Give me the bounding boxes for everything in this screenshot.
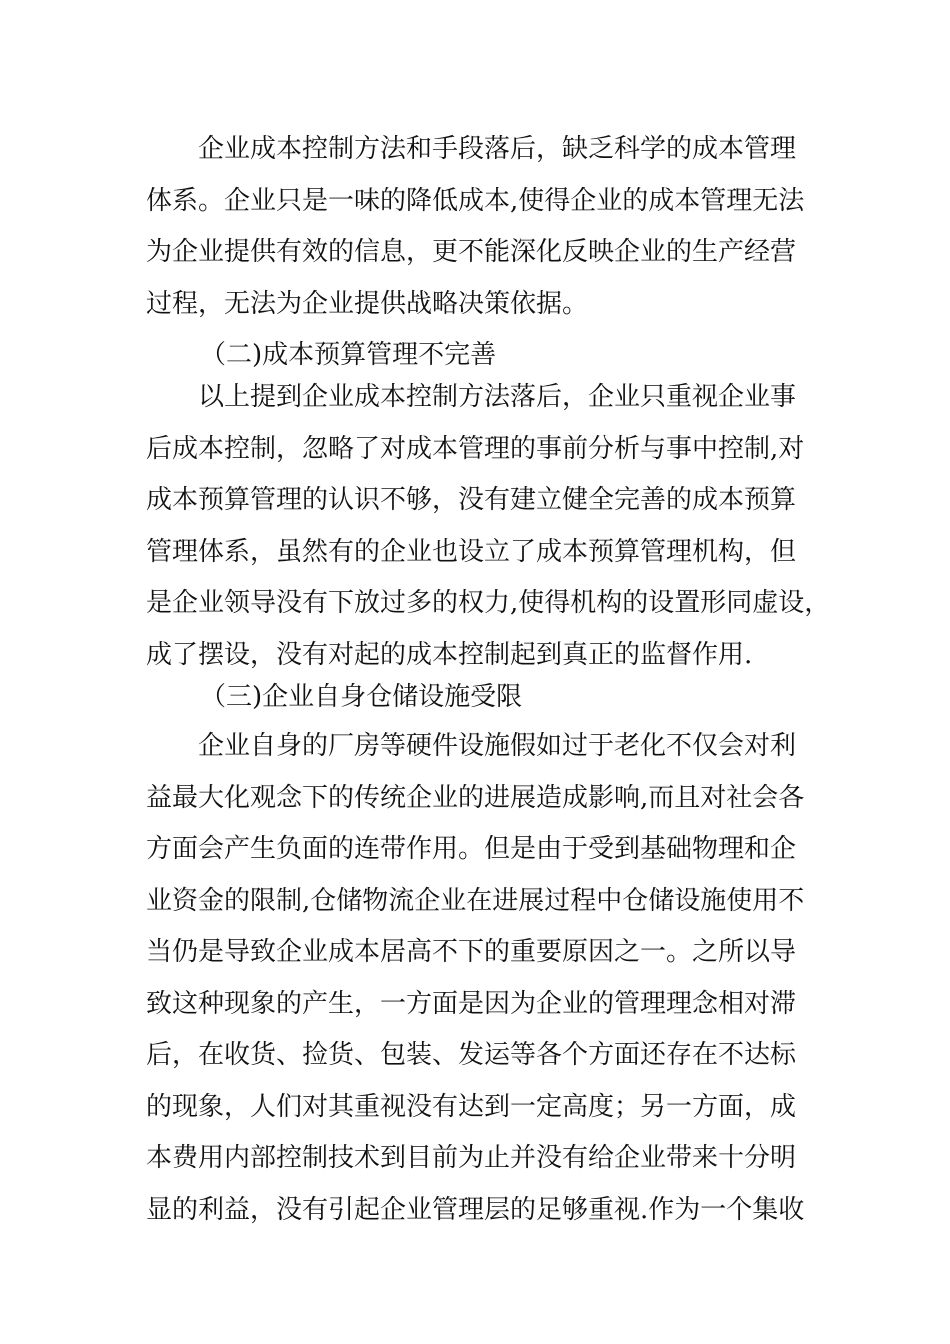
paragraph-budget-management xyxy=(146,372,831,681)
paragraph-line: 的现象，人们对其重视没有达到一定高度；另一方面，成 xyxy=(146,1091,797,1122)
paragraph-line: 体系。企业只是一味的降低成本,使得企业的成本管理无法 xyxy=(146,185,805,216)
paragraph-line: 后成本控制，忽略了对成本管理的事前分析与事中控制,对 xyxy=(146,433,805,464)
paragraph-line: 业资金的限制,仓储物流企业在进展过程中仓储设施使用不 xyxy=(146,885,805,916)
paragraph-line: 后，在收货、捡货、包装、发运等各个方面还存在不达标 xyxy=(146,1040,797,1070)
paragraph-line: 过程，无法为企业提供战略决策依据。 xyxy=(146,288,589,319)
paragraph-line: 方面会产生负面的连带作用。但是由于受到基础物理和企 xyxy=(146,834,797,864)
paragraph-line: 显的利益，没有引起企业管理层的足够重视.作为一个集收 xyxy=(146,1194,805,1225)
paragraph-line: 当仍是导致企业成本居高不下的重要原因之一。之所以导 xyxy=(146,937,797,967)
section-heading-budget-management: （二)成本预算管理不完善 xyxy=(200,340,497,370)
paragraph-line: 以上提到企业成本控制方法落后，企业只重视企业事 xyxy=(198,382,797,412)
paragraph-line: 企业自身的厂房等硬件设施假如过于老化不仅会对利 xyxy=(198,731,797,761)
paragraph-line: 致这种现象的产生，一方面是因为企业的管理理念相对滞 xyxy=(146,988,797,1019)
paragraph-line: 本费用内部控制技术到目前为止并没有给企业带来十分明 xyxy=(146,1143,797,1173)
paragraph-line: 管理体系，虽然有的企业也设立了成本预算管理机构，但 xyxy=(146,536,797,567)
paragraph-line: 企业成本控制方法和手段落后，缺乏科学的成本管理 xyxy=(198,134,797,164)
paragraph-line: 是企业领导没有下放过多的权力,使得机构的设置形同虚设， xyxy=(146,588,831,618)
paragraph-cost-control-methods xyxy=(146,124,810,330)
paragraph-line: 益最大化观念下的传统企业的进展造成影响,而且对社会各 xyxy=(146,782,805,813)
paragraph-line: 为企业提供有效的信息，更不能深化反映企业的生产经营 xyxy=(146,237,797,267)
paragraph-storage-facilities xyxy=(146,721,810,1236)
paragraph-line: 成本预算管理的认识不够，没有建立健全完善的成本预算 xyxy=(146,485,797,515)
section-heading-storage-facilities: （三)企业自身仓储设施受限 xyxy=(200,682,523,712)
paragraph-line: 成了摆设，没有对起的成本控制起到真正的监督作用. xyxy=(146,639,753,670)
